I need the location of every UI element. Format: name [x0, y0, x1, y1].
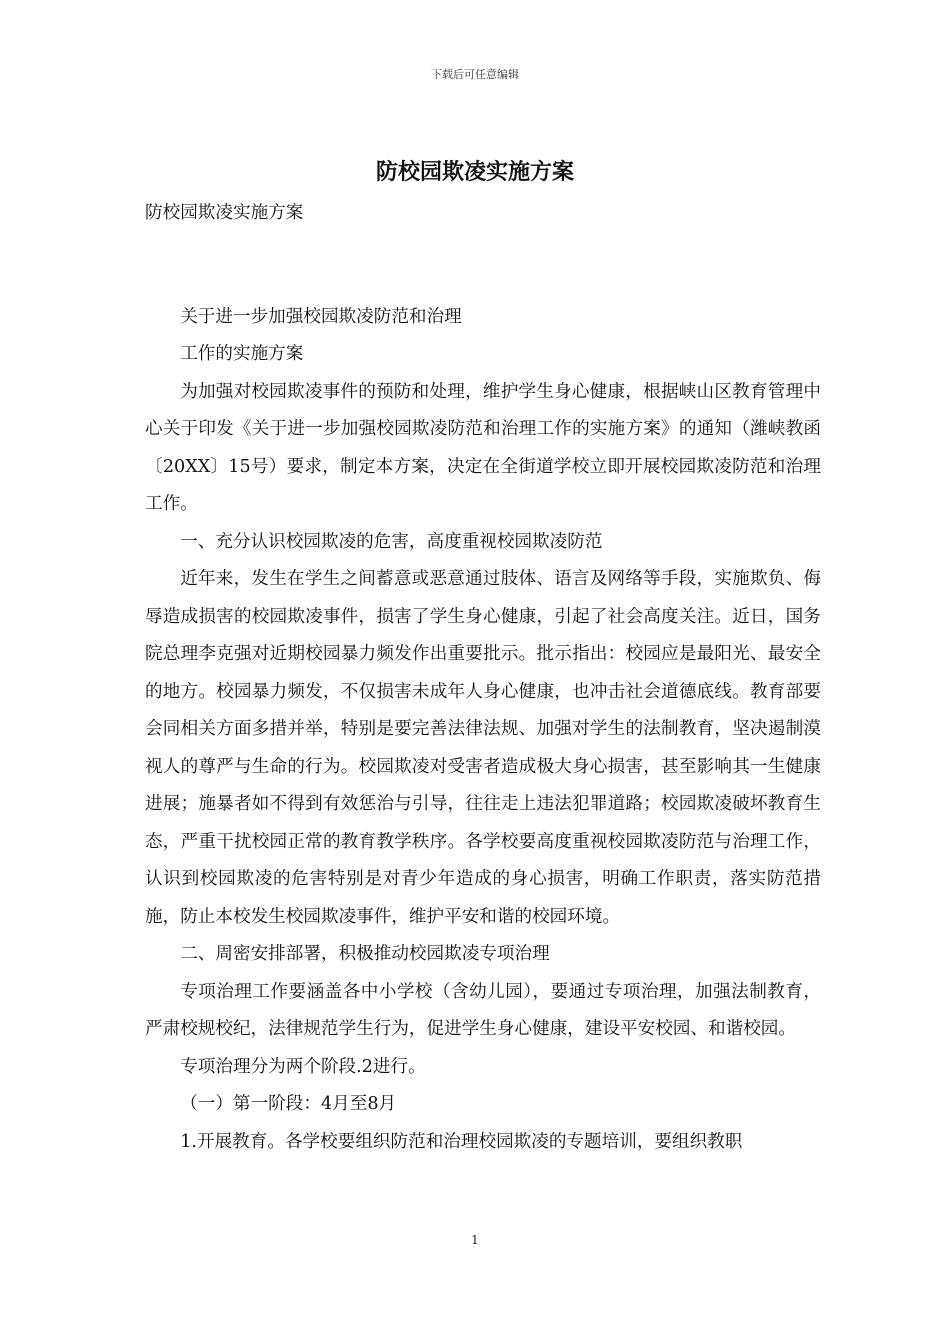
paragraph-2: 工作的实施方案 — [180, 344, 304, 364]
section-heading-2: 二、周密安排部署，积极推动校园欺凌专项治理 — [180, 944, 550, 964]
paragraph-3: 为加强对校园欺凌事件的预防和处理，维护学生身心健康，根据峡山区教育管理中心关于印发《关于进一步加强校园欺凌防范和治理工作的实施方案》的通知（潍峡教函〔20XX〕15号）要求，制定本方案，决定在全街道学校立即开展校园欺凌防范和治理工作。 — [145, 381, 821, 514]
page-number: 1 — [471, 1233, 479, 1247]
paragraph-10: 1.开展教育。各学校要组织防范和治理校园欺凌的专题培训，要组织教职 — [180, 1131, 743, 1152]
paragraph-5: 近年来，发生在学生之间蓄意或恶意通过肢体、语言及网络等手段，实施欺负、侮辱造成损害的校园欺凌事件，损害了学生身心健康，引起了社会高度关注。近日，国务院总理李克强对近期校园暴力频发作出重要批示。批示指出：校园应是最阳光、最安全的地方。校园暴力频发，不仅损害未成年人身心健康，也冲击社会道德底线。教育部要会同相关方面多措并举，特别是要完善法律法规、加强对学生的法制教育，坚决遏制漠视人的尊严与生命的行为。校园欺凌对受害者造成极大身心损害，甚至影响其一生健康进展；施暴者如不得到有效惩治与引导，往往走上违法犯罪道路；校园欺凌破坏教育生态，严重干扰校园正常的教育教学秩序。各学校要高度重视校园欺凌防范与治理工作，认识到校园欺凌的危害特别是对青少年造成的身心损害，明确工作职责，落实防范措施，防止本校发生校园欺凌事件，维护平安和谐的校园环境。 — [145, 569, 821, 927]
paragraph-1: 关于进一步加强校园欺凌防范和治理 — [180, 306, 462, 327]
section-heading-1: 一、充分认识校园欺凌的危害，高度重视校园欺凌防范 — [180, 531, 603, 552]
page-header-note: 下载后可任意编辑 — [431, 68, 519, 81]
paragraph-7: 专项治理工作要涵盖各中小学校（含幼儿园），要通过专项治理，加强法制教育，严肃校规校纪，法律规范学生行为，促进学生身心健康，建设平安校园、和谐校园。 — [145, 981, 821, 1039]
document-title: 防校园欺凌实施方案 — [375, 159, 574, 185]
document-subtitle: 防校园欺凌实施方案 — [145, 203, 304, 223]
document-body — [145, 195, 821, 1161]
blank-line — [145, 233, 821, 299]
subsection-heading-1: （一）第一阶段：4月至8月 — [180, 1094, 397, 1114]
paragraph-8: 专项治理分为两个阶段.2进行。 — [180, 1056, 426, 1077]
